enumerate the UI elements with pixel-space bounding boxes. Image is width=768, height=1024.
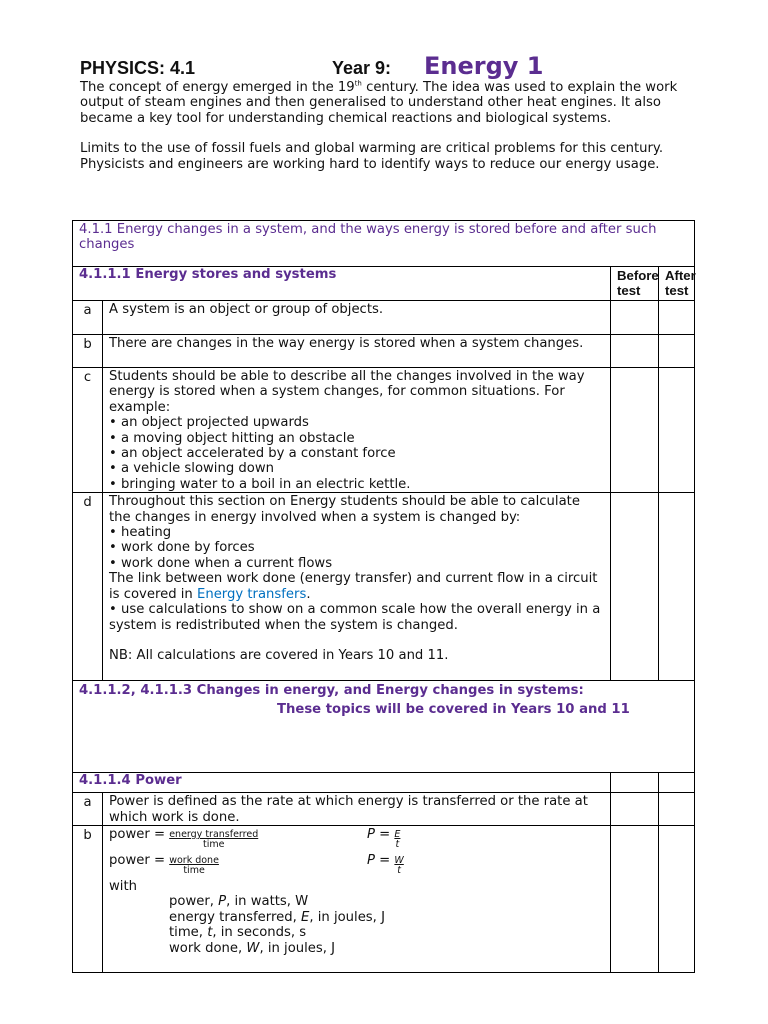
list-item: • work done by forces	[109, 540, 604, 555]
row-letter: b	[73, 335, 103, 368]
definition-item: time, t, in seconds, s	[169, 925, 307, 941]
row-text	[103, 493, 611, 681]
after-test-cell[interactable]	[659, 301, 695, 335]
table-row	[73, 368, 695, 493]
nb-note: NB: All calculations are covered in Years 10 and 11.	[109, 647, 449, 663]
after-test-cell[interactable]	[659, 368, 695, 493]
fraction: $\frac{E}{t}$	[394, 829, 401, 851]
row-intro: Throughout this section on Energy students should be able to calculate the changes in energy involved when a system is changed by:	[109, 494, 580, 525]
before-test-cell[interactable]	[611, 773, 659, 793]
year-label: Year 9:	[332, 58, 392, 78]
spec-table	[72, 220, 695, 973]
fraction: $\frac{W}{t}$	[394, 855, 404, 877]
after-test-header: After test	[659, 267, 695, 301]
power-formula-1: power = $\frac{\text{energy transferred}}{\text{time}}$ P = $\frac{E}{t}$	[109, 827, 401, 851]
before-test-cell[interactable]	[611, 793, 659, 826]
row-letter: a	[73, 793, 103, 826]
before-test-cell[interactable]	[611, 301, 659, 335]
row-letter: d	[73, 493, 103, 681]
list-item: • work done when a current flows	[109, 556, 604, 571]
link-sentence: The link between work done (energy transfer) and current flow in a circuit is covered in Energy transfers.	[109, 571, 598, 602]
row-letter: b	[73, 826, 103, 973]
row-text	[103, 368, 611, 493]
fraction: $\frac{\text{work done}}{\text{time}}$	[169, 855, 219, 877]
list-item: • an object accelerated by a constant force	[109, 446, 604, 461]
calc-list	[109, 602, 604, 633]
subsection-topics	[73, 681, 695, 773]
subsection-title: 4.1.1.2, 4.1.1.3 Changes in energy, and Energy changes in systems:	[79, 683, 584, 699]
definition-item: work done, W, in joules, J	[169, 940, 336, 956]
after-test-cell[interactable]	[659, 773, 695, 793]
definition-item: power, P, in watts, W	[169, 894, 309, 910]
section-title: 4.1.1 Energy changes in a system, and the ways energy is stored before and after such changes	[73, 221, 695, 267]
after-test-cell[interactable]	[659, 793, 695, 826]
row-text: Power is defined as the rate at which energy is transferred or the rate at which work is done.	[103, 793, 611, 826]
intro-paragraph-1: The concept of energy emerged in the 19th century. The idea was used to explain the work output of steam engines and then generalised to understand other heat engines. It also became a key tool for understanding chemical reactions and biological systems.	[80, 79, 678, 126]
power-title: 4.1.1.4 Power	[73, 773, 611, 793]
list-item: • an object projected upwards	[109, 415, 604, 430]
before-test-cell[interactable]	[611, 368, 659, 493]
row-text: There are changes in the way energy is stored when a system changes.	[103, 335, 611, 368]
method-list	[109, 525, 604, 571]
after-test-cell[interactable]	[659, 826, 695, 973]
subsection-title: 4.1.1.1 Energy stores and systems	[73, 267, 611, 301]
with-label: with	[109, 879, 137, 895]
intro-paragraph-2: Limits to the use of fossil fuels and global warming are critical problems for this century. Physicists and engineers are working hard to identify ways to reduce our energy usage.	[80, 141, 664, 172]
list-item: • a vehicle slowing down	[109, 461, 604, 476]
before-test-header: Before test	[611, 267, 659, 301]
fraction: $\frac{\text{energy transferred}}{\text{time}}$	[169, 829, 259, 851]
row-text: A system is an object or group of objects.	[103, 301, 611, 335]
row-letter: c	[73, 368, 103, 493]
before-test-cell[interactable]	[611, 493, 659, 681]
row-intro: Students should be able to describe all the changes involved in the way energy is stored when a system changes, for common situations. For example:	[109, 369, 585, 415]
variable-definitions	[109, 894, 604, 956]
before-test-cell[interactable]	[611, 826, 659, 973]
intro	[80, 80, 700, 187]
list-item: • bringing water to a boil in an electric kettle.	[109, 477, 604, 492]
power-symbol-formula-1: P = $\frac{E}{t}$	[367, 827, 401, 851]
example-list	[109, 415, 604, 492]
energy-transfers-link[interactable]: Energy transfers	[197, 586, 307, 602]
table-row	[73, 493, 695, 681]
list-item: • use calculations to show on a common scale how the overall energy in a system is redistributed when the system is changed.	[109, 602, 604, 633]
row-letter: a	[73, 301, 103, 335]
topics-note: These topics will be covered in Years 10 and 11	[277, 701, 630, 717]
formula-cell	[103, 826, 611, 973]
after-test-cell[interactable]	[659, 335, 695, 368]
table-row	[73, 301, 695, 335]
power-formula-2: power = $\frac{\text{work done}}{\text{time}}$ P = $\frac{W}{t}$	[109, 853, 404, 877]
subject-code: PHYSICS: 4.1	[80, 58, 196, 78]
page-title: Energy 1	[424, 52, 544, 80]
before-test-cell[interactable]	[611, 335, 659, 368]
power-symbol-formula-2: P = $\frac{W}{t}$	[367, 853, 404, 877]
table-row	[73, 335, 695, 368]
list-item: • heating	[109, 525, 604, 540]
table-row	[73, 793, 695, 826]
table-row	[73, 826, 695, 973]
list-item: • a moving object hitting an obstacle	[109, 431, 604, 446]
definition-item: energy transferred, E, in joules, J	[169, 909, 385, 925]
after-test-cell[interactable]	[659, 493, 695, 681]
